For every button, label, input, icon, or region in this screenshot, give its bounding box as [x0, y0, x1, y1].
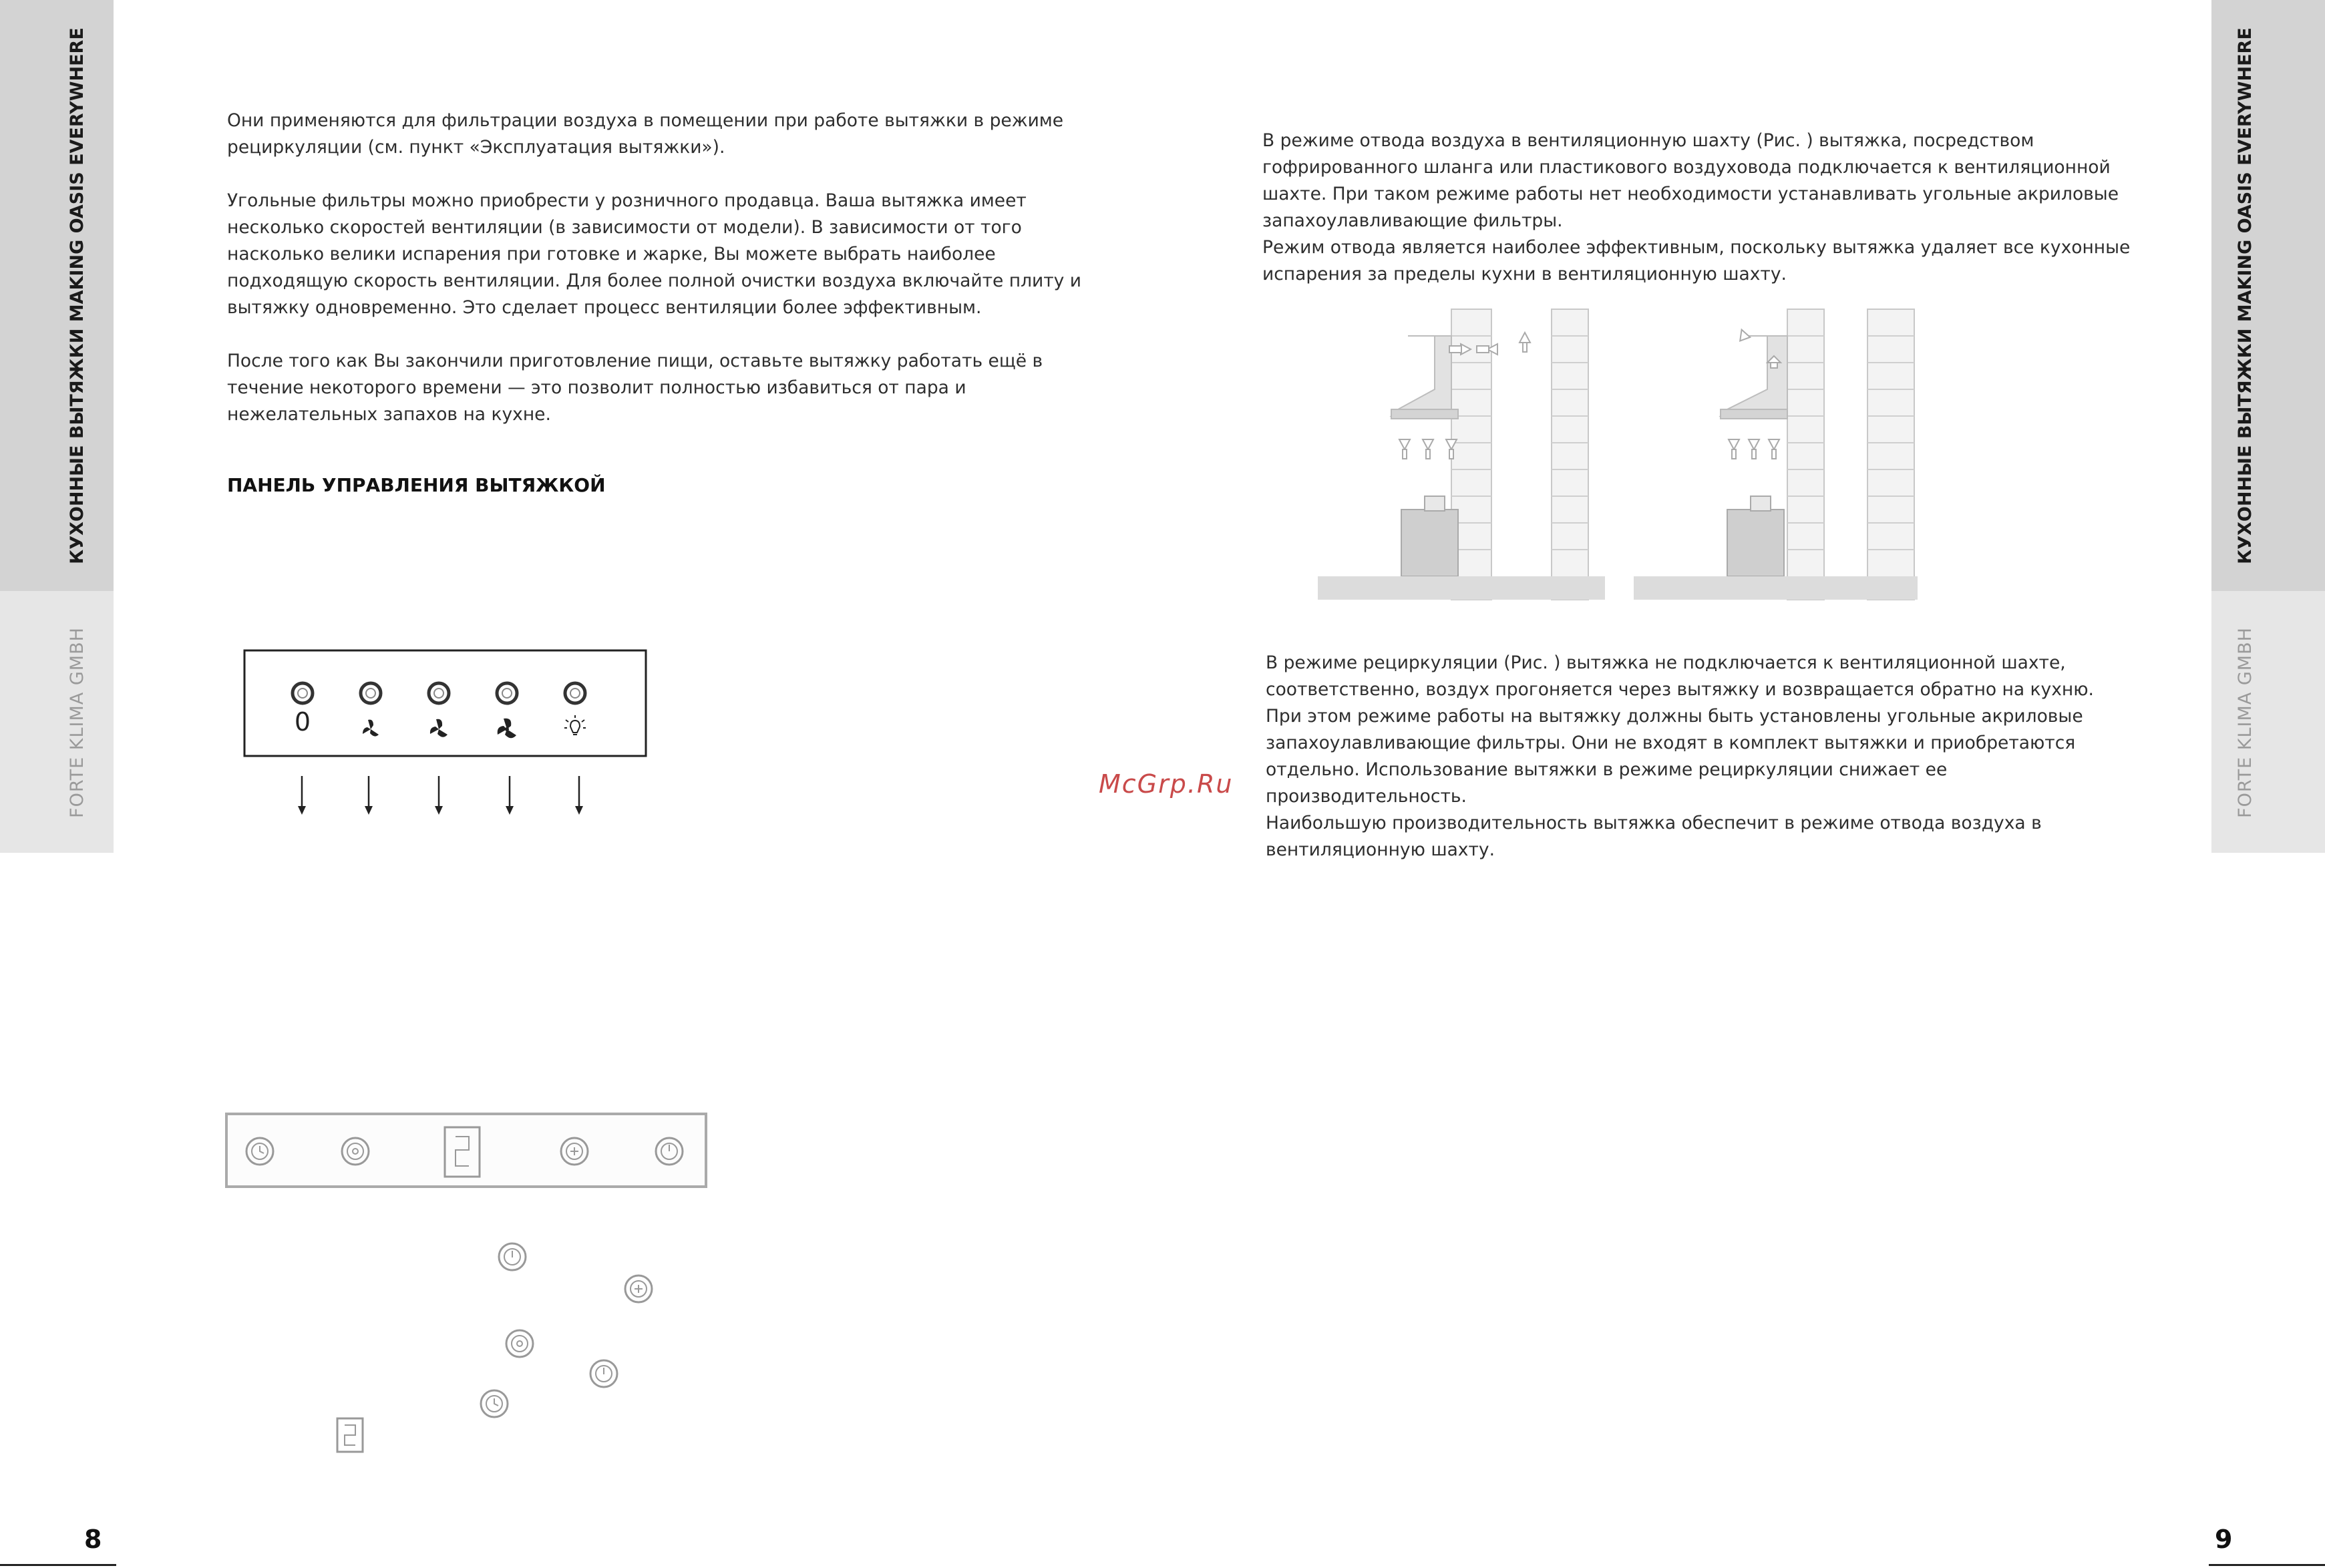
exhaust-mode-text: В режиме отвода воздуха в вентиляционную шахту (Рис. ) вытяжка, посредством гофрированного шланга или пластикового воздуховода подключается к вентиляционной шахте. При таком режиме работы нет необходимости устанавливать угольные акриловые запахоулавливающие фильтры. Режим отвода является наиболее эффективным, поскольку вытяжка удаляет все кухонные испарения за пределы кухни в вентиляционную шахту.: [1262, 130, 2131, 284]
right-page-rule: [2209, 1564, 2325, 1566]
left-side-tab-brand: FORTE KLIMA GMBH: [67, 627, 87, 818]
left-side-tab-title-band: [0, 0, 114, 591]
left-paragraph-3: После того как Вы закончили приготовление пищи, оставьте вытяжку работать ещё в течение некоторого времени — это позволит полностью избавиться от пара и нежелательных запахов на кухне.: [227, 351, 1043, 425]
left-side-tab-title: КУХОННЫЕ ВЫТЯЖКИ MAKING OASIS EVERYWHERE: [67, 27, 87, 564]
control-panel-heading: ПАНЕЛЬ УПРАВЛЕНИЯ ВЫТЯЖКОЙ: [227, 474, 606, 496]
left-paragraph-2: Угольные фильтры можно приобрести у розничного продавца. Ваша вытяжка имеет несколько скоростей вентиляции (в зависимости от модели). В зависимости от того насколько велики испарения при готовке и жарке, Вы можете выбрать наиболее подходящую скорость вентиляции. Для более полной очистки воздуха включайте плиту и вытяжку одновременно. Это сделает процесс вентиляции более эффективным.: [227, 190, 1082, 318]
pointer-arrows: [298, 776, 583, 815]
control-panel-diagram-1: [240, 648, 655, 821]
exhaust-mode-illustration: [1318, 309, 1605, 600]
left-page-number: 8: [84, 1525, 102, 1554]
timer-icon: [481, 1390, 508, 1417]
exploded-icons: [321, 1229, 668, 1456]
left-side-tab-brand-band: [0, 591, 114, 853]
right-side-tab-title: КУХОННЫЕ ВЫТЯЖКИ MAKING OASIS EVERYWHERE: [2235, 27, 2256, 564]
off-button: [293, 683, 313, 737]
right-side-tab-brand-band: [2211, 591, 2325, 853]
left-page-rule: [0, 1564, 116, 1566]
left-paragraph-1: Они применяются для фильтрации воздуха в помещении при работе вытяжки в режиме рециркуляции (см. пункт «Эксплуатация вытяжки»).: [227, 110, 1064, 158]
fan-icon: [506, 1330, 533, 1357]
recirculation-mode-illustration: [1634, 309, 1918, 600]
right-page-number: 9: [2215, 1525, 2233, 1554]
plus-speed-icon: [625, 1276, 652, 1302]
recirculation-mode-text: В режиме рециркуляции (Рис. ) вытяжка не подключается к вентиляционной шахте, соответственно, воздух прогоняется через вытяжку и возвращается обратно на кухню. При этом режиме работы на вытяжку должны быть установлены угольные акриловые запахоулавливающие фильтры. Они не входят в комплект вытяжки и приобретаются отдельно. Использование вытяжки в режиме рециркуляции снижает ее производительность. Наибольшую производительность вытяжка обеспечит в режиме отвода воздуха в вентиляционную шахту.: [1266, 652, 2094, 860]
off-icon: 0: [294, 707, 311, 737]
watermark: McGrp.Ru: [1099, 769, 1234, 799]
control-panel-diagram-2: [224, 1111, 709, 1191]
power-icon-2: [590, 1360, 617, 1387]
digital-display-icon: [337, 1418, 363, 1452]
power-icon: [499, 1243, 526, 1270]
right-side-tab-brand: FORTE KLIMA GMBH: [2235, 627, 2256, 818]
right-side-tab-title-band: [2211, 0, 2325, 591]
